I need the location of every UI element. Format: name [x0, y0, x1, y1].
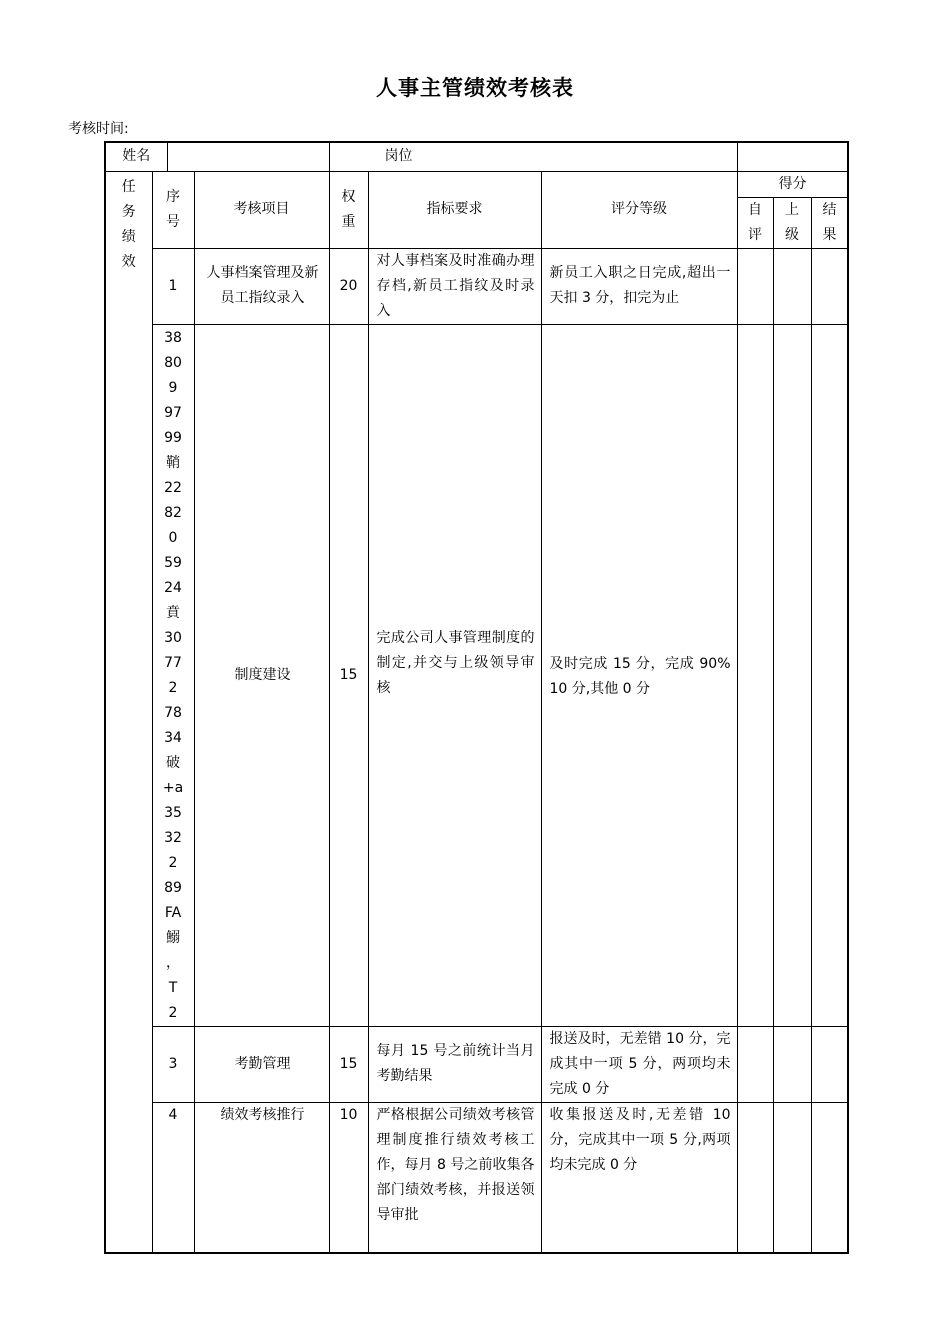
requirement-cell: 严格根据公司绩效考核管理制度推行绩效考核工作，每月 8 号之前收集各部门绩效考核，并报送领导审批: [368, 1102, 541, 1253]
name-label: 姓名: [105, 142, 167, 171]
self-score-header: 自 评: [737, 197, 773, 248]
grading-cell: 收集报送及时,无差错 10 分，完成其中一项 5 分,两项均未完成 0 分: [541, 1102, 737, 1253]
result-score-cell[interactable]: [811, 1026, 848, 1102]
weight-header: 权 重: [329, 171, 368, 248]
table-row: [105, 248, 848, 324]
seq-cell: 3: [152, 1026, 194, 1102]
result-score-cell[interactable]: [811, 324, 848, 1026]
weight-cell: 15: [329, 324, 368, 1026]
name-field[interactable]: [167, 142, 329, 171]
weight-cell: 20: [329, 248, 368, 324]
seq-cell: 4: [152, 1102, 194, 1253]
seq-header: 序 号: [152, 171, 194, 248]
self-score-cell[interactable]: [737, 1102, 773, 1253]
assessment-time-label: 考核时间:: [68, 121, 129, 137]
seq-cell: 1: [152, 248, 194, 324]
self-score-cell[interactable]: [737, 248, 773, 324]
item-cell: 人事档案管理及新员工指纹录入: [194, 248, 329, 324]
superior-score-cell[interactable]: [773, 1102, 811, 1253]
category-cell: [105, 171, 152, 1253]
item-cell: 考勤管理: [194, 1026, 329, 1102]
result-score-header: 结 果: [811, 197, 848, 248]
performance-table: [104, 141, 849, 1254]
category-char: 效: [121, 253, 136, 270]
score-group-header: 得分: [737, 171, 848, 197]
item-cell: 绩效考核推行: [194, 1102, 329, 1253]
weight-cell: 15: [329, 1026, 368, 1102]
category-char: 绩: [121, 228, 136, 245]
requirement-cell: 对人事档案及时准确办理存档,新员工指纹及时录入: [368, 248, 541, 324]
result-score-cell[interactable]: [811, 1102, 848, 1253]
table-row: [105, 1026, 848, 1102]
superior-score-header: 上 级: [773, 197, 811, 248]
requirement-cell: 每月 15 号之前统计当月考勤结果: [368, 1026, 541, 1102]
grading-cell: 新员工入职之日完成,超出一天扣 3 分，扣完为止: [541, 248, 737, 324]
self-score-cell[interactable]: [737, 1026, 773, 1102]
header-row: [105, 171, 848, 197]
requirement-cell: 完成公司人事管理制度的制定,并交与上级领导审核: [368, 324, 541, 1026]
category-char: 务: [121, 203, 136, 220]
info-row: [105, 142, 848, 171]
table-row: [105, 1102, 848, 1253]
item-header: 考核项目: [194, 171, 329, 248]
grading-cell: 及时完成 15 分，完成 90% 10 分,其他 0 分: [541, 324, 737, 1026]
superior-score-cell[interactable]: [773, 1026, 811, 1102]
grading-cell: 报送及时，无差错 10 分，完成其中一项 5 分，两项均未完成 0 分: [541, 1026, 737, 1102]
table-row: [105, 324, 848, 1026]
requirement-header: 指标要求: [368, 171, 541, 248]
item-cell: 制度建设: [194, 324, 329, 1026]
category-char: 任: [121, 178, 136, 195]
page-title: 人事主管绩效考核表: [376, 76, 574, 100]
result-score-cell[interactable]: [811, 248, 848, 324]
self-score-cell[interactable]: [737, 324, 773, 1026]
weight-cell: 10: [329, 1102, 368, 1253]
position-field[interactable]: [737, 142, 848, 171]
superior-score-cell[interactable]: [773, 324, 811, 1026]
position-label: 岗位: [329, 142, 737, 171]
superior-score-cell[interactable]: [773, 248, 811, 324]
seq-cell: 38 80 9 97 99 鞘 22 82 0 59 24 賁 30 77 2 78 34 破 +a 35 32 2 89 FA 鰯 ， T 2: [152, 324, 194, 1026]
grading-header: 评分等级: [541, 171, 737, 248]
